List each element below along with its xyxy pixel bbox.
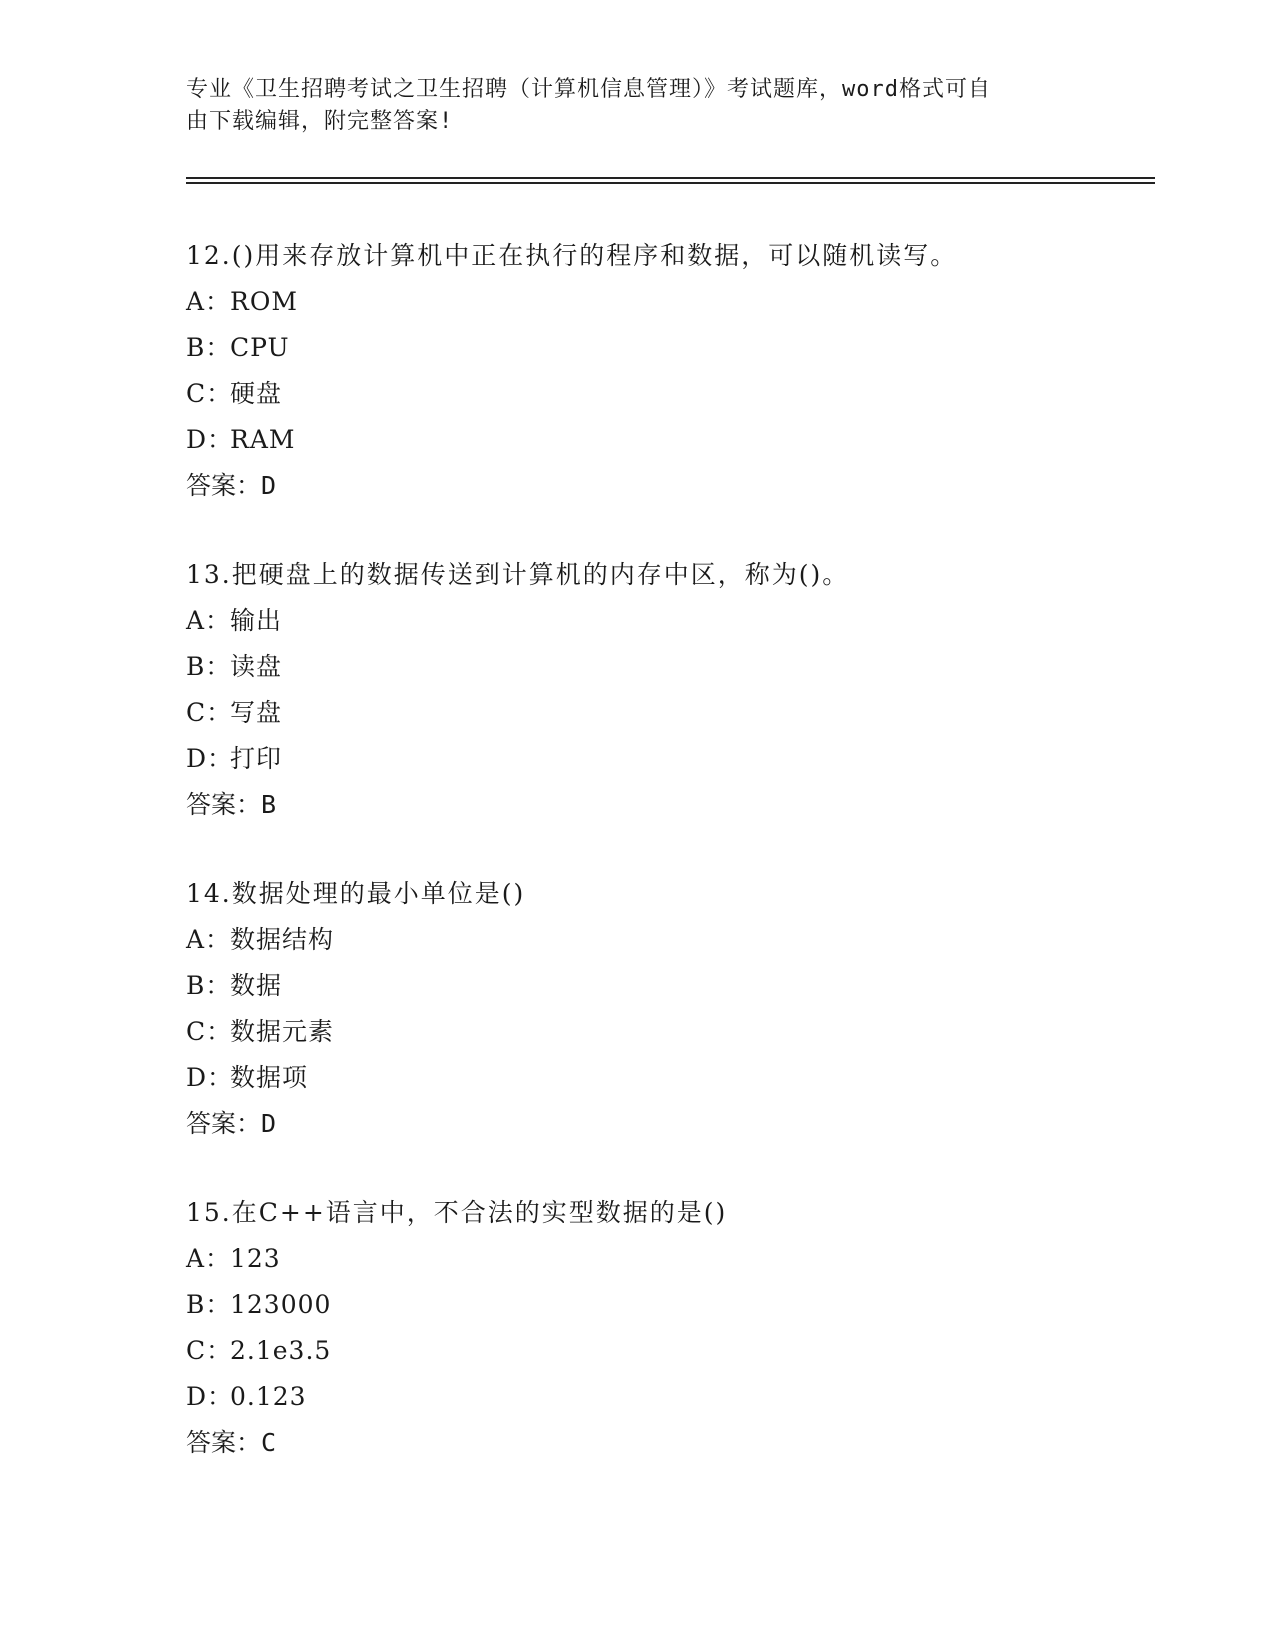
answer-label: 答案：B	[186, 790, 277, 819]
document-header	[186, 74, 1076, 138]
answer-label: 答案：D	[186, 471, 277, 500]
option-key: D：	[186, 744, 234, 773]
option-b	[186, 963, 1146, 1009]
option-text: 硬盘	[230, 379, 283, 408]
option-b	[186, 325, 1146, 371]
option-key: B：	[186, 652, 232, 681]
option-key: C：	[186, 1017, 233, 1046]
option-text: 数据项	[230, 1063, 309, 1092]
option-text: 2.1e3.5	[230, 1336, 332, 1365]
option-c	[186, 371, 1146, 417]
option-a	[186, 1236, 1146, 1282]
option-c	[186, 1328, 1146, 1374]
option-c	[186, 1009, 1146, 1055]
option-a	[186, 279, 1146, 325]
header-rule-bottom	[186, 182, 1155, 184]
option-text: 写盘	[230, 698, 283, 727]
question-13	[186, 552, 1146, 828]
option-key: A：	[186, 1244, 232, 1273]
option-d	[186, 417, 1146, 463]
option-b	[186, 1282, 1146, 1328]
question-title: 12.()用来存放计算机中正在执行的程序和数据，可以随机读写。	[186, 241, 958, 270]
option-b	[186, 644, 1146, 690]
option-a	[186, 917, 1146, 963]
answer-label: 答案：D	[186, 1109, 277, 1138]
option-text: 数据	[230, 971, 283, 1000]
option-key: B：	[186, 971, 232, 1000]
option-a	[186, 598, 1146, 644]
option-text: 读盘	[230, 652, 283, 681]
option-text: 123000	[230, 1290, 332, 1319]
header-line-1: 专业《卫生招聘考试之卫生招聘（计算机信息管理）》考试题库，word格式可自	[186, 77, 991, 102]
question-title: 15.在C++语言中，不合法的实型数据的是()	[186, 1198, 728, 1227]
header-rule-top	[186, 177, 1155, 179]
option-d	[186, 1374, 1146, 1420]
option-key: B：	[186, 333, 232, 362]
question-14	[186, 871, 1146, 1147]
question-12	[186, 233, 1146, 509]
option-key: C：	[186, 698, 233, 727]
question-15	[186, 1190, 1146, 1466]
option-d	[186, 736, 1146, 782]
header-line-2: 由下载编辑，附完整答案!	[186, 109, 454, 134]
option-key: D：	[186, 425, 234, 454]
option-c	[186, 690, 1146, 736]
answer-label: 答案：C	[186, 1428, 277, 1457]
option-key: C：	[186, 1336, 233, 1365]
question-title: 13.把硬盘上的数据传送到计算机的内存中区，称为()。	[186, 560, 850, 589]
option-key: A：	[186, 925, 232, 954]
option-d	[186, 1055, 1146, 1101]
option-key: A：	[186, 287, 232, 316]
option-key: C：	[186, 379, 233, 408]
question-title: 14.数据处理的最小单位是()	[186, 879, 526, 908]
option-key: D：	[186, 1382, 234, 1411]
option-text: 数据结构	[230, 925, 335, 954]
option-text: CPU	[230, 333, 290, 362]
option-key: B：	[186, 1290, 232, 1319]
option-text: 123	[230, 1244, 281, 1273]
option-text: RAM	[230, 425, 296, 454]
option-text: 打印	[230, 744, 283, 773]
option-key: A：	[186, 606, 232, 635]
option-key: D：	[186, 1063, 234, 1092]
option-text: 0.123	[230, 1382, 307, 1411]
option-text: 数据元素	[230, 1017, 335, 1046]
option-text: ROM	[230, 287, 298, 316]
option-text: 输出	[230, 606, 283, 635]
